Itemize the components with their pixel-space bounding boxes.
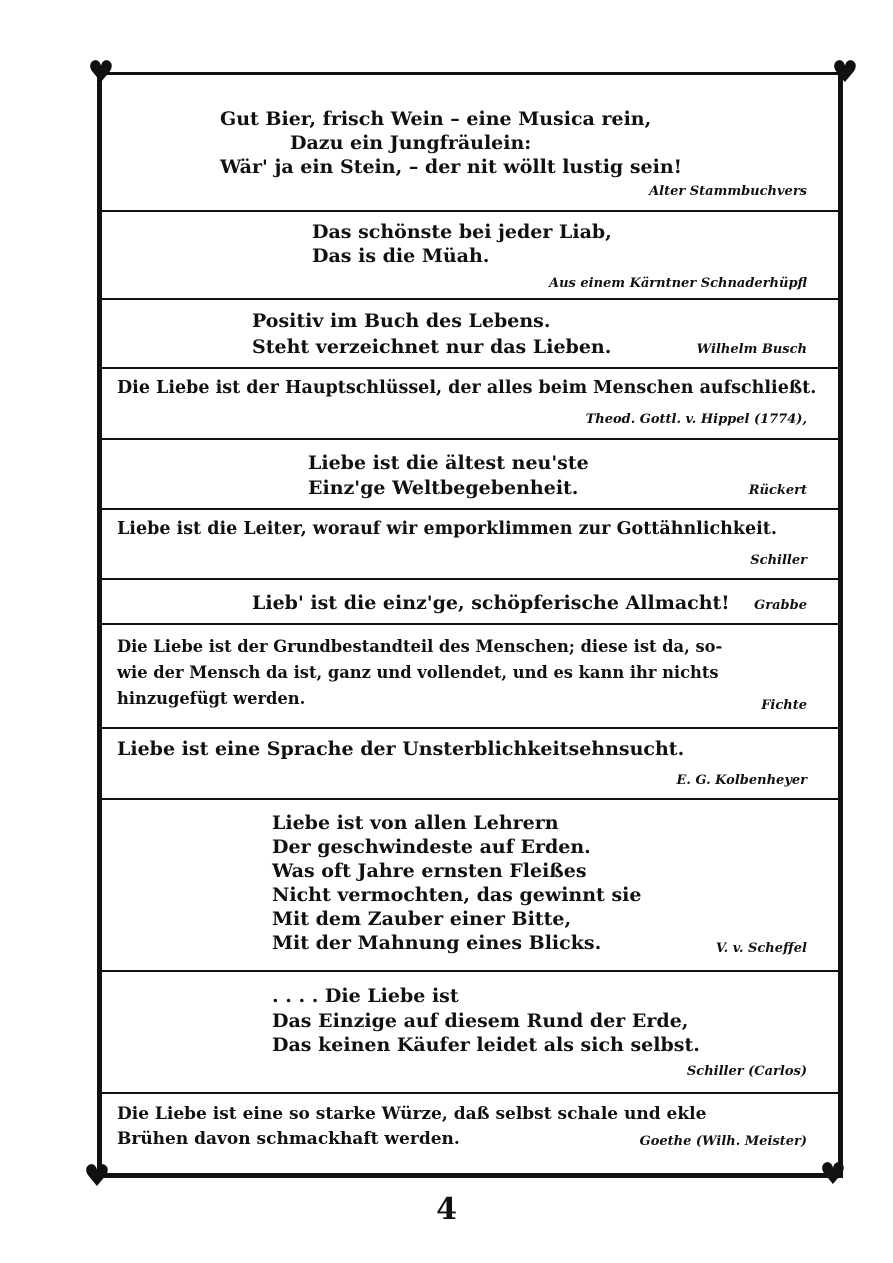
quote-line: Gut Bier, frisch Wein – eine Musica rein, <box>220 108 652 130</box>
quote-author: Schiller <box>750 553 807 568</box>
quote-author: Wilhelm Busch <box>696 342 807 357</box>
quote-line: Liebe ist die ältest neu'ste <box>308 452 589 474</box>
quote-line: Mit dem Zauber einer Bitte, <box>272 908 572 930</box>
quote-author: Aus einem Kärntner Schnaderhüpfl <box>548 276 807 291</box>
quote-author: V. v. Scheffel <box>715 941 807 956</box>
heart-ornament-icon: ♥ <box>831 55 859 90</box>
divider <box>102 970 838 972</box>
quote-line: hinzugefügt werden. <box>117 689 306 708</box>
quote-line: Brühen davon schmackhaft werden. <box>117 1129 460 1149</box>
quote-author: Rückert <box>748 483 807 498</box>
divider <box>102 210 838 212</box>
quote-line: Die Liebe ist der Grundbestandteil des Menschen; diese ist da, so- <box>117 637 723 656</box>
quote-line: Positiv im Buch des Lebens. <box>252 310 551 332</box>
quote-line: Nicht vermochten, das gewinnt sie <box>272 884 642 906</box>
heart-ornament-icon: ♥ <box>819 1157 847 1192</box>
quote-line: Einz'ge Weltbegebenheit. <box>308 477 579 499</box>
quote-line: . . . . Die Liebe ist <box>272 985 459 1007</box>
quote-author: Fichte <box>761 698 807 713</box>
divider <box>102 1092 838 1094</box>
divider <box>102 727 838 729</box>
heart-ornament-icon: ♥ <box>87 55 115 90</box>
quote-line: Wär' ja ein Stein, – der nit wöllt lustig sein! <box>220 156 682 178</box>
quote-line: Das keinen Käufer leidet als sich selbst. <box>272 1034 700 1056</box>
divider <box>102 623 838 625</box>
quote-author: E. G. Kolbenheyer <box>676 773 807 788</box>
quote-line: Liebe ist die Leiter, worauf wir emporklimmen zur Gottähnlichkeit. <box>117 519 777 539</box>
quote-author: Grabbe <box>754 598 807 613</box>
quote-line: Das schönste bei jeder Liab, <box>312 221 612 243</box>
divider <box>102 438 838 440</box>
quote-line: wie der Mensch da ist, ganz und vollendet, und es kann ihr nichts <box>117 663 719 682</box>
divider <box>102 367 838 369</box>
quote-line: Dazu ein Jungfräulein: <box>290 132 532 154</box>
divider <box>102 798 838 800</box>
quote-line: Was oft Jahre ernsten Fleißes <box>272 860 587 882</box>
quote-author: Alter Stammbuchvers <box>649 184 807 199</box>
quote-author: Schiller (Carlos) <box>686 1064 807 1079</box>
divider <box>102 298 838 300</box>
divider <box>102 578 838 580</box>
quote-line: Die Liebe ist der Hauptschlüssel, der alles beim Menschen aufschließt. <box>117 378 817 398</box>
quote-line: Liebe ist eine Sprache der Unsterblichkeitsehnsucht. <box>117 738 685 760</box>
heart-ornament-icon: ♥ <box>83 1159 111 1194</box>
quote-line: Liebe ist von allen Lehrern <box>272 812 559 834</box>
quote-line: Steht verzeichnet nur das Lieben. <box>252 336 612 358</box>
quote-line: Das Einzige auf diesem Rund der Erde, <box>272 1010 689 1032</box>
quote-author: Goethe (Wilh. Meister) <box>639 1134 807 1149</box>
quote-line: Mit der Mahnung eines Blicks. <box>272 932 602 954</box>
quote-line: Die Liebe ist eine so starke Würze, daß selbst schale und ekle <box>117 1104 707 1124</box>
quote-line: Lieb' ist die einz'ge, schöpferische Allmacht! <box>252 592 730 614</box>
page-number: 4 <box>436 1192 457 1227</box>
quote-line: Das is die Müah. <box>312 245 490 267</box>
quote-line: Der geschwindeste auf Erden. <box>272 836 591 858</box>
quote-author: Theod. Gottl. v. Hippel (1774), <box>585 412 807 427</box>
divider <box>102 508 838 510</box>
